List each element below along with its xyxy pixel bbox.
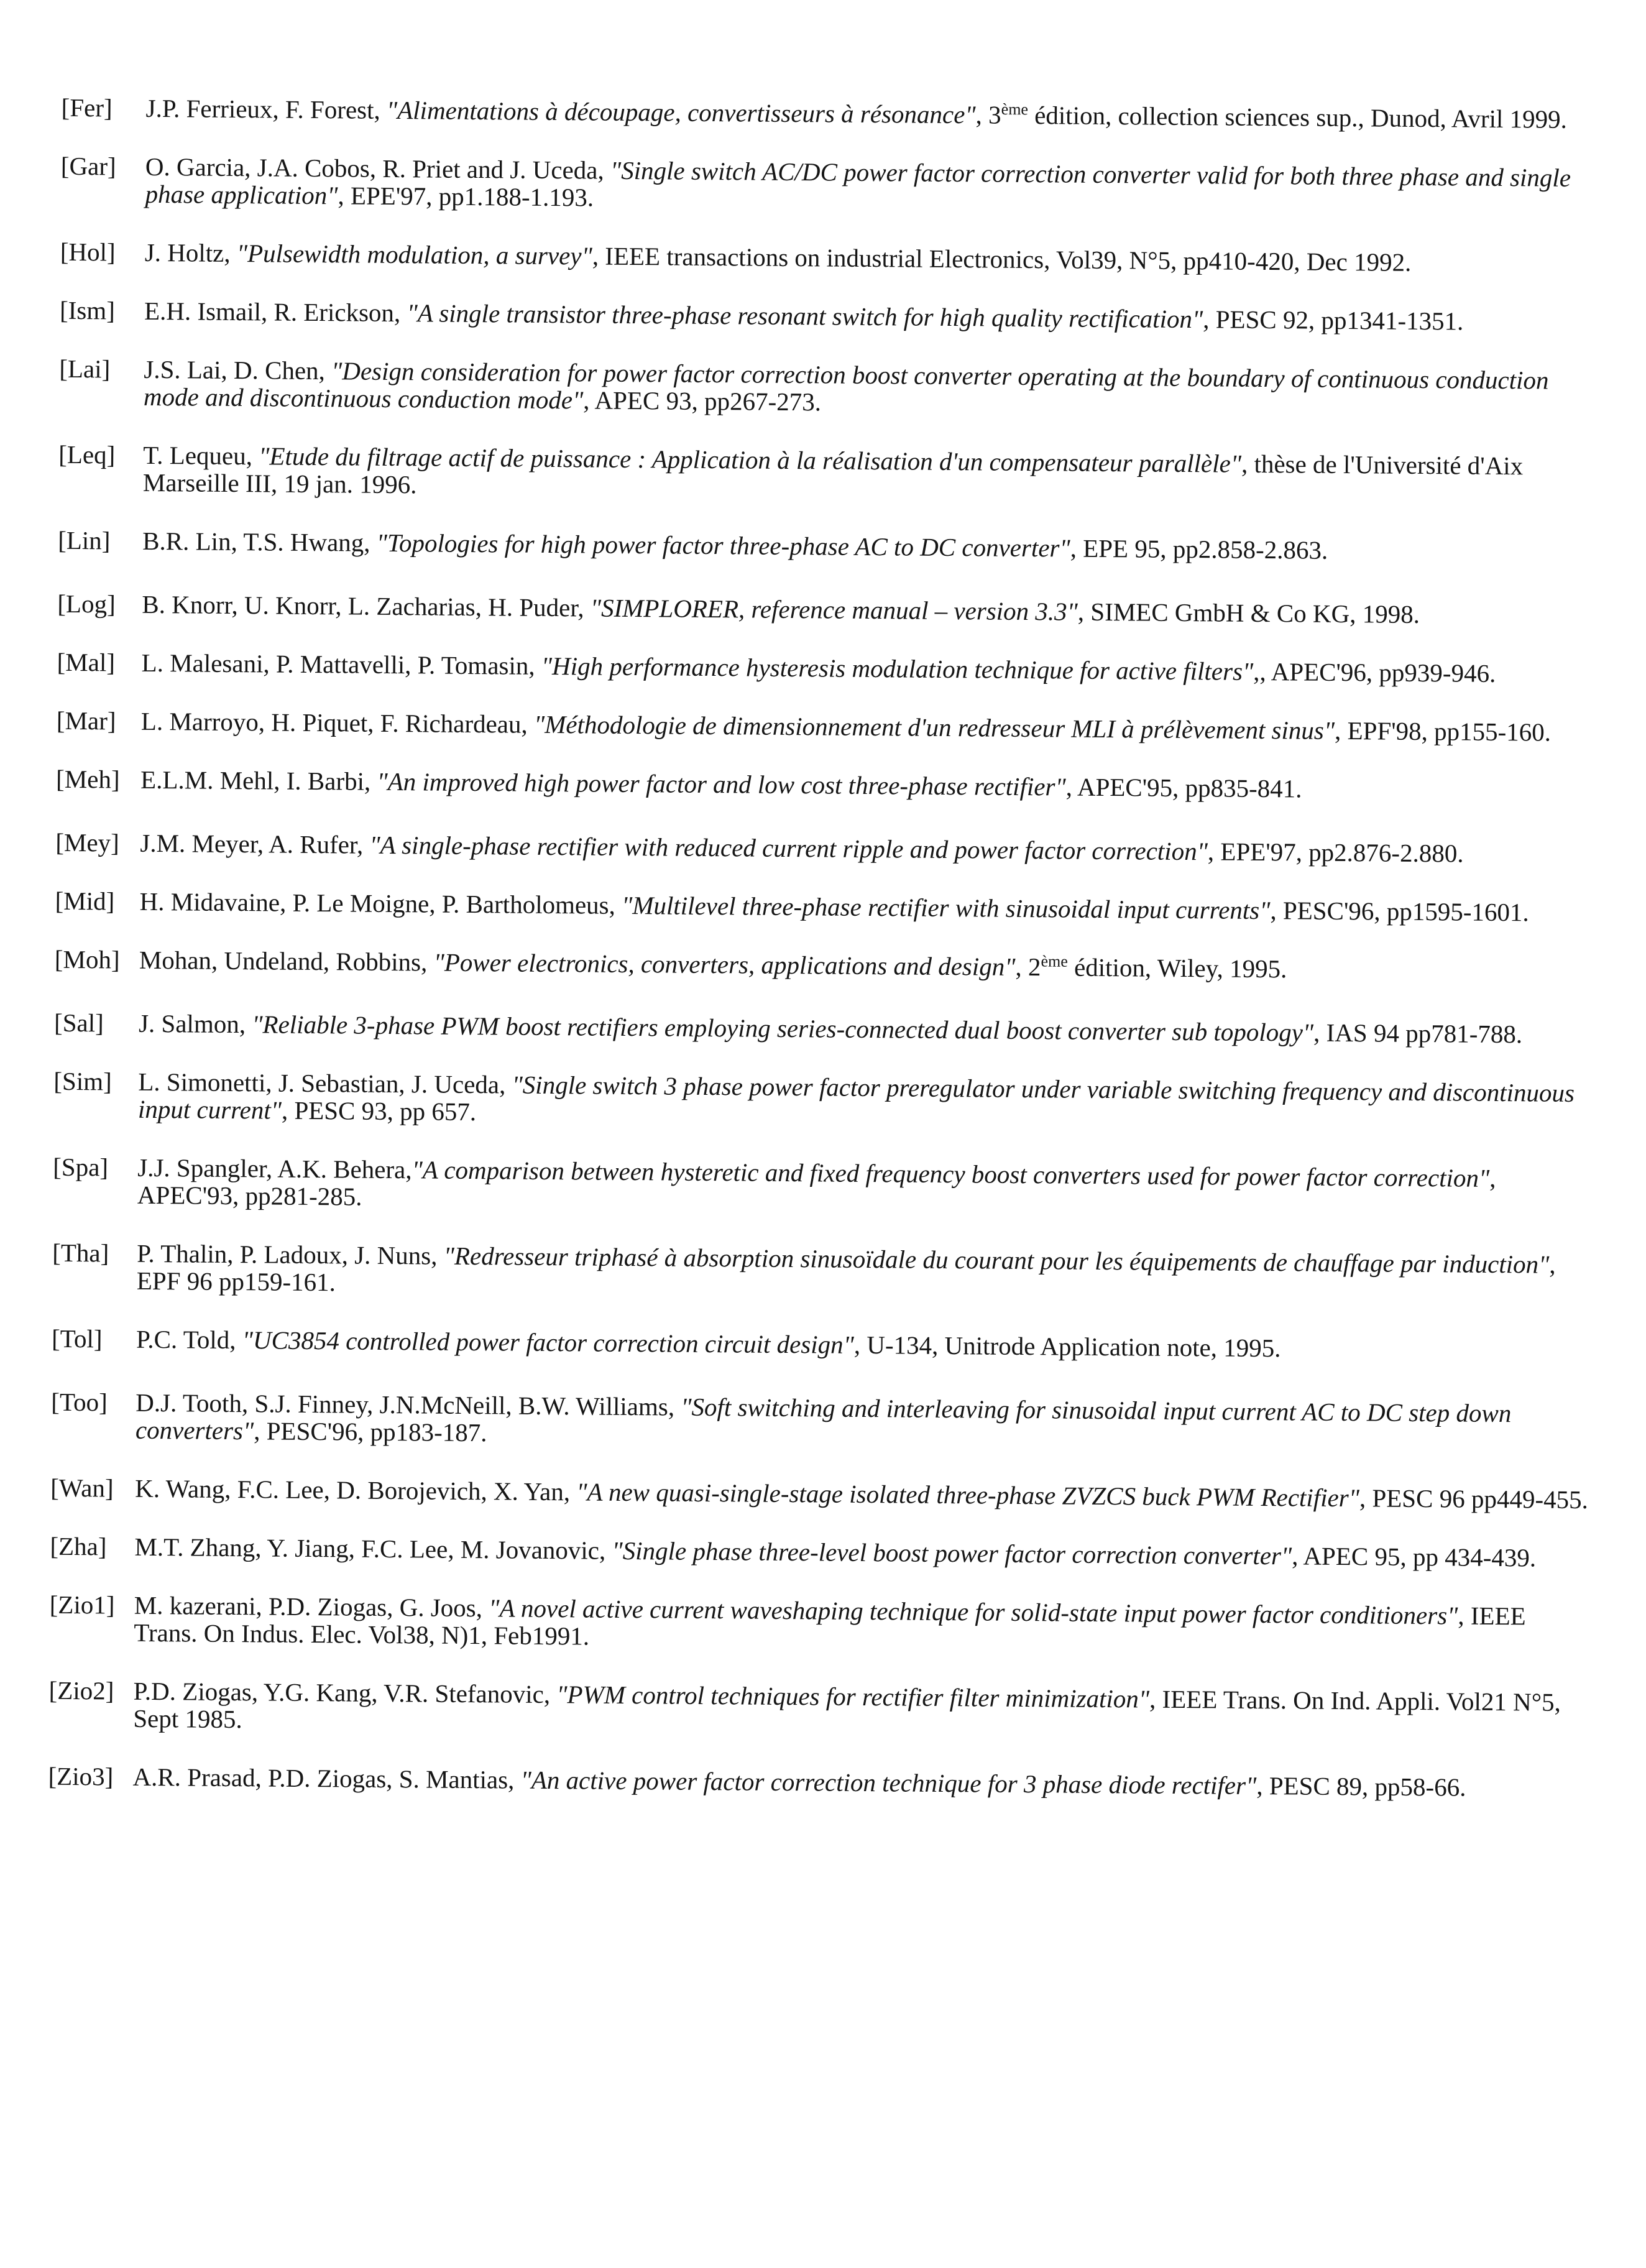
reference-details: , IEEE Trans. On Ind. Appli. Vol21 N°5, Sept 1985. bbox=[133, 1684, 1561, 1734]
reference-details: édition, Wiley, 1995. bbox=[1067, 952, 1287, 984]
reference-key: [Mal] bbox=[57, 647, 116, 677]
reference-title: "Méthodologie de dimensionnement d'un redresseur MLI à prélèvement sinus" bbox=[533, 709, 1335, 745]
reference-details: , PESC 93, pp 657. bbox=[281, 1095, 477, 1127]
reference-title: "Topologies for high power factor three-phase AC to DC converter" bbox=[376, 528, 1070, 563]
reference-title: "Etude du filtrage actif de puissance : Application à la réalisation d'un compensateur parallèle" bbox=[259, 441, 1242, 478]
reference-citation bbox=[139, 356, 1601, 422]
reference-key: [Zio3] bbox=[48, 1761, 114, 1791]
reference-authors: P.D. Ziogas, Y.G. Kang, V.R. Stefanovic, bbox=[133, 1676, 557, 1709]
reference-title: "Pulsewidth modulation, a survey" bbox=[236, 239, 592, 270]
reference-title: "Soft switching and interleaving for sinusoidal input current AC to DC step down converters" bbox=[135, 1392, 1512, 1445]
reference-title: "Power electronics, converters, applications and design" bbox=[433, 947, 1016, 981]
reference-authors: D.J. Tooth, S.J. Finney, J.N.McNeill, B.W. Williams, bbox=[136, 1388, 681, 1421]
reference-key: [Zio1] bbox=[49, 1590, 115, 1620]
reference-title: "A novel active current waveshaping technique for solid-state input power factor conditioners" bbox=[489, 1593, 1458, 1630]
reference-authors: Mohan, Undeland, Robbins, bbox=[139, 945, 434, 977]
reference-key: [Ism] bbox=[59, 295, 116, 325]
reference-entry bbox=[35, 237, 1602, 277]
reference-title: "UC3854 controlled power factor correction circuit design" bbox=[242, 1325, 855, 1359]
reference-details: , PESC'96, pp183-187. bbox=[254, 1416, 487, 1447]
reference-authors: O. Garcia, J.A. Cobos, R. Priet and J. Uceda, bbox=[145, 152, 611, 185]
reference-title: "A comparison between hysteretic and fixed frequency boost converters used for power factor correction" bbox=[412, 1155, 1490, 1192]
reference-title: "High performance hysteresis modulation technique for active filters" bbox=[541, 651, 1254, 686]
reference-entry bbox=[25, 1473, 1592, 1513]
reference-entry bbox=[30, 945, 1596, 985]
reference-entry bbox=[34, 354, 1601, 422]
reference-details: ,, APEC'96, pp939-946. bbox=[1253, 657, 1496, 688]
reference-details: , PESC 89, pp58-66. bbox=[1256, 1771, 1466, 1802]
reference-entry bbox=[32, 648, 1598, 688]
reference-authors: P. Thalin, P. Ladoux, J. Nuns, bbox=[136, 1238, 444, 1270]
reference-title: "Design consideration for power factor correction boost converter operating at the boundary of continuous conduction mode and discontinuous conduction mode" bbox=[143, 356, 1549, 415]
reference-entry bbox=[32, 589, 1599, 629]
reference-key: [Sim] bbox=[53, 1066, 112, 1096]
reference-citation bbox=[129, 1533, 1591, 1572]
reference-citation bbox=[136, 708, 1598, 746]
reference-details: , PESC'96, pp1595-1601. bbox=[1270, 896, 1529, 927]
reference-authors: L. Marroyo, H. Piquet, F. Richardeau, bbox=[140, 706, 535, 739]
reference-entry bbox=[24, 1590, 1591, 1657]
reference-citation bbox=[129, 1592, 1591, 1657]
reference-title: "A single transistor three-phase resonant switch for high quality rectification" bbox=[407, 298, 1203, 334]
reference-citation bbox=[137, 591, 1599, 629]
reference-entry bbox=[23, 1762, 1589, 1802]
reference-authors: A.R. Prasad, P.D. Ziogas, S. Mantias, bbox=[132, 1762, 521, 1794]
reference-authors: M.T. Zhang, Y. Jiang, F.C. Lee, M. Jovanovic, bbox=[134, 1532, 612, 1565]
reference-key: [Mar] bbox=[56, 706, 116, 735]
reference-details: , PESC 96 pp449-455. bbox=[1359, 1483, 1589, 1514]
reference-details: , U-134, Unitrode Application note, 1995. bbox=[853, 1330, 1281, 1363]
reference-details: , EPF 96 pp159-161. bbox=[136, 1250, 1556, 1297]
reference-title: "Single phase three-level boost power factor correction converter" bbox=[612, 1536, 1292, 1570]
reference-superscript: ème bbox=[1001, 100, 1029, 119]
reference-key: [Too] bbox=[51, 1387, 108, 1417]
reference-title: "A new quasi-single-stage isolated three-phase ZVZCS buck PWM Rectifier" bbox=[576, 1477, 1360, 1513]
reference-authors: J. Holtz, bbox=[144, 237, 237, 268]
reference-details: , thèse de l'Université d'Aix Marseille III, 19 jan. 1996. bbox=[142, 449, 1524, 499]
reference-citation bbox=[136, 766, 1598, 804]
reference-entry bbox=[28, 1153, 1595, 1220]
reference-details: , PESC 92, pp1341-1351. bbox=[1203, 305, 1464, 336]
reference-key: [Sal] bbox=[53, 1008, 104, 1038]
reference-superscript: ème bbox=[1041, 952, 1068, 970]
reference-authors: T. Lequeu, bbox=[143, 440, 259, 471]
reference-citation bbox=[137, 527, 1599, 566]
reference-authors: L. Simonetti, J. Sebastian, J. Uceda, bbox=[138, 1067, 512, 1099]
reference-entry bbox=[27, 1324, 1593, 1364]
reference-details: , EPF'98, pp155-160. bbox=[1334, 716, 1552, 747]
reference-authors: B. Knorr, U. Knorr, L. Zacharias, H. Puder, bbox=[142, 589, 591, 622]
reference-details: , EPE'97, pp1.188-1.193. bbox=[338, 181, 594, 212]
reference-entry bbox=[25, 1532, 1591, 1572]
reference-authors: B.R. Lin, T.S. Hwang, bbox=[142, 526, 377, 557]
reference-key: [Wan] bbox=[50, 1473, 114, 1503]
reference-citation bbox=[134, 946, 1596, 985]
reference-details: , EPE'97, pp2.876-2.880. bbox=[1207, 837, 1464, 868]
reference-authors: J.P. Ferrieux, F. Forest, bbox=[145, 93, 387, 124]
reference-citation bbox=[134, 888, 1596, 926]
reference-entry bbox=[33, 526, 1599, 566]
reference-title: "SIMPLORER, reference manual – version 3.3" bbox=[590, 593, 1078, 626]
reference-authors: M. kazerani, P.D. Ziogas, G. Joos, bbox=[134, 1590, 489, 1623]
reference-citation bbox=[128, 1677, 1591, 1743]
reference-details: , IAS 94 pp781-788. bbox=[1313, 1018, 1523, 1049]
reference-entry bbox=[29, 1008, 1596, 1048]
reference-authors: K. Wang, F.C. Lee, D. Borojevich, X. Yan, bbox=[135, 1473, 577, 1506]
reference-details: , IEEE transactions on industrial Electronics, Vol39, N°5, pp410-420, Dec 1992. bbox=[592, 241, 1412, 277]
reference-key: [Leq] bbox=[58, 440, 116, 469]
reference-details: , APEC'95, pp835-841. bbox=[1065, 772, 1302, 803]
reference-key: [Lai] bbox=[59, 354, 111, 384]
reference-entry bbox=[36, 93, 1602, 133]
reference-entry bbox=[30, 828, 1597, 868]
reference-citation bbox=[134, 1010, 1596, 1048]
reference-key: [Log] bbox=[57, 589, 116, 619]
reference-key: [Hol] bbox=[60, 237, 116, 267]
reference-key: [Mid] bbox=[55, 886, 115, 916]
reference-key: [Tha] bbox=[52, 1238, 109, 1268]
reference-entry bbox=[24, 1676, 1591, 1743]
reference-key: [Mey] bbox=[55, 827, 120, 857]
reference-details: , APEC'93, pp281-285. bbox=[137, 1163, 1496, 1211]
reference-entry bbox=[31, 765, 1598, 804]
reference-citation bbox=[132, 1240, 1594, 1306]
reference-details: , EPE 95, pp2.858-2.863. bbox=[1070, 533, 1328, 565]
reference-key: [Spa] bbox=[53, 1152, 109, 1182]
reference-key: [Gar] bbox=[60, 151, 116, 181]
reference-citation bbox=[138, 441, 1601, 507]
reference-entry bbox=[32, 706, 1598, 746]
reference-authors: E.H. Ismail, R. Erickson, bbox=[144, 296, 407, 328]
reference-citation bbox=[131, 1389, 1593, 1455]
reference-entry bbox=[35, 152, 1602, 219]
reference-details: , SIMEC GmbH & Co KG, 1998. bbox=[1077, 597, 1420, 629]
reference-entry bbox=[27, 1238, 1594, 1306]
reference-key: [Fer] bbox=[61, 93, 113, 122]
reference-title: "An improved high power factor and low cost three-phase rectifier" bbox=[377, 767, 1066, 801]
reference-details: , APEC 93, pp267-273. bbox=[583, 385, 822, 417]
reference-key: [Meh] bbox=[55, 764, 120, 794]
reference-citation bbox=[131, 1325, 1593, 1364]
reference-title: "Alimentations à découpage, convertisseurs à résonance" bbox=[386, 95, 976, 129]
reference-title: "PWM control techniques for rectifier filter minimization" bbox=[556, 1680, 1150, 1713]
reference-key: [Zio2] bbox=[48, 1676, 114, 1705]
reference-authors: E.L.M. Mehl, I. Barbi, bbox=[140, 765, 377, 796]
reference-title: "Single switch 3 phase power factor preregulator under variable switching frequency and discontinuous input current" bbox=[137, 1070, 1575, 1125]
reference-citation bbox=[140, 153, 1602, 219]
reference-details: , IEEE Trans. On Indus. Elec. Vol38, N)1, Feb1991. bbox=[134, 1601, 1526, 1651]
reference-key: [Lin] bbox=[57, 525, 111, 555]
reference-authors: J. Salmon, bbox=[138, 1008, 252, 1039]
reference-entry bbox=[29, 1067, 1596, 1134]
reference-authors: J.J. Spangler, A.K. Behera, bbox=[137, 1153, 412, 1184]
reference-details: édition, collection sciences sup., Dunod, Avril 1999. bbox=[1028, 100, 1568, 134]
reference-citation bbox=[135, 829, 1597, 868]
reference-entry bbox=[26, 1388, 1593, 1455]
reference-citation bbox=[136, 649, 1598, 688]
reference-entry bbox=[35, 296, 1601, 336]
reference-title: "An active power factor correction technique for 3 phase diode rectifer" bbox=[520, 1765, 1257, 1800]
reference-authors: J.M. Meyer, A. Rufer, bbox=[140, 828, 370, 859]
reference-entry bbox=[34, 440, 1601, 507]
reference-authors: J.S. Lai, D. Chen, bbox=[144, 354, 332, 385]
reference-citation bbox=[133, 1068, 1596, 1134]
reference-details: , 3 bbox=[975, 100, 1001, 129]
reference-title: "Reliable 3-phase PWM boost rectifiers employing series-connected dual boost converter sub topology" bbox=[252, 1010, 1314, 1047]
reference-authors: L. Malesani, P. Mattavelli, P. Tomasin, bbox=[141, 648, 542, 680]
reference-entry bbox=[30, 887, 1596, 926]
reference-citation bbox=[140, 94, 1602, 133]
reference-title: "A single-phase rectifier with reduced current ripple and power factor correction" bbox=[369, 830, 1208, 866]
reference-citation bbox=[127, 1763, 1589, 1802]
reference-list bbox=[23, 93, 1603, 1833]
reference-details: , 2 bbox=[1015, 952, 1041, 982]
reference-key: [Moh] bbox=[54, 944, 120, 974]
reference-title: "Redresseur triphasé à absorption sinusoïdale du courant pour les équipements de chauffage par induction" bbox=[443, 1241, 1550, 1279]
reference-details: , APEC 95, pp 434-439. bbox=[1292, 1541, 1537, 1572]
reference-title: "Single switch AC/DC power factor correction converter valid for both three phase and single phase application" bbox=[145, 155, 1571, 210]
reference-citation bbox=[130, 1475, 1592, 1513]
reference-authors: P.C. Told, bbox=[136, 1324, 242, 1355]
reference-authors: H. Midavaine, P. Le Moigne, P. Bartholomeus, bbox=[139, 887, 622, 920]
reference-citation bbox=[132, 1154, 1595, 1220]
reference-citation bbox=[140, 239, 1602, 277]
reference-key: [Tol] bbox=[51, 1324, 103, 1353]
reference-citation bbox=[139, 297, 1601, 336]
reference-key: [Zha] bbox=[50, 1531, 107, 1561]
reference-title: "Multilevel three-phase rectifier with sinusoidal input currents" bbox=[621, 890, 1271, 925]
